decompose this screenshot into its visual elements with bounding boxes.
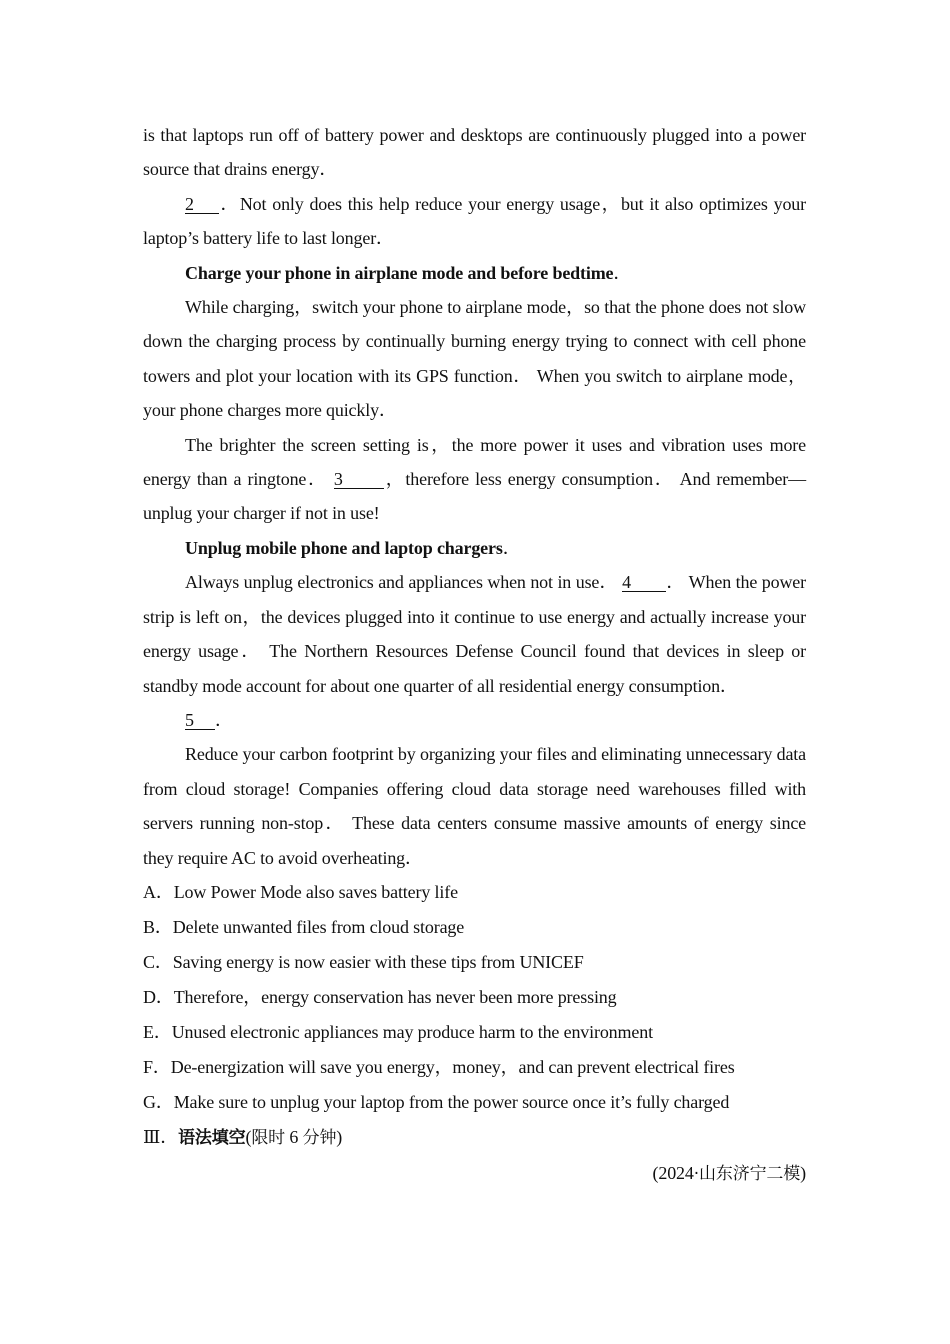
option-letter: E． — [143, 1021, 172, 1042]
option-text: Low Power Mode also saves battery life — [173, 881, 458, 902]
heading-unplug-chargers-period: ． — [502, 537, 521, 558]
option-text: Unused electronic appliances may produce harm to the environment — [171, 1021, 653, 1042]
section-title: 语法填空 — [178, 1127, 246, 1148]
section-time-label: 限时 — [251, 1127, 286, 1148]
source-citation — [143, 1155, 806, 1192]
paragraph-brightness-text-a: The brighter the screen setting is，the more power it uses and vibration uses more energy than a ringtone． — [143, 434, 806, 490]
section-heading — [143, 1120, 806, 1155]
section-time-value: 6 — [285, 1126, 303, 1147]
document-page — [143, 118, 806, 1192]
heading-blank-5 — [143, 703, 806, 737]
option-c — [143, 945, 806, 980]
option-letter: C． — [143, 951, 173, 972]
option-text: De-energization will save you energy，money，and can prevent electrical fires — [170, 1056, 735, 1077]
blank-5: 5 — [185, 711, 215, 730]
option-letter: F． — [143, 1056, 171, 1077]
paragraph-unplug — [143, 565, 806, 703]
option-text: Make sure to unplug your laptop from the power source once it’s fully charged — [173, 1091, 730, 1112]
option-d — [143, 980, 806, 1015]
paragraph-continuation: is that laptops run off of battery power and desktops are continuously plugged into a power source that drains energy． — [143, 125, 806, 180]
paragraph-unplug-text-a: Always unplug electronics and appliances when not in use． — [185, 572, 623, 593]
source-dot: · — [693, 1163, 700, 1184]
section-number: Ⅲ． — [143, 1126, 179, 1147]
source-year: (2024 — [652, 1162, 694, 1183]
blank-4: 4 — [622, 573, 666, 592]
option-letter: D． — [143, 986, 174, 1007]
option-letter: G． — [143, 1091, 174, 1112]
blank-2: 2 — [185, 195, 219, 214]
paragraph-brightness-text-b: ，therefore less energy consumption． And remember—unplug your charger if not in use! — [143, 469, 806, 524]
option-a — [143, 875, 806, 910]
section-time-unit: 分钟 — [302, 1127, 337, 1148]
option-e — [143, 1015, 806, 1050]
option-text: Saving energy is now easier with these tips from UNICEF — [172, 951, 584, 972]
heading-unplug-chargers — [143, 531, 806, 565]
paragraph-unplug-text-b: ． When the power strip is left on，the devices plugged into it continue to use energy and actually increase your energy usage． The Northern Resources Defense Council found that devices in sleep or standby mode account for about one quarter of all residential energy consumption． — [143, 572, 806, 696]
option-b — [143, 910, 806, 945]
option-g — [143, 1085, 806, 1120]
option-f — [143, 1050, 806, 1085]
option-text: Therefore，energy conservation has never been more pressing — [173, 986, 617, 1007]
heading-airplane-mode-text: Charge your phone in airplane mode and before bedtime — [185, 262, 614, 283]
option-letter: B． — [143, 916, 173, 937]
option-text: Delete unwanted files from cloud storage — [172, 916, 465, 937]
section-time-open: ( — [245, 1126, 252, 1147]
heading-unplug-chargers-text: Unplug mobile phone and laptop chargers — [185, 537, 503, 558]
options-list — [143, 875, 806, 1120]
blank-3: 3 — [334, 470, 384, 489]
paragraph-airplane-mode: While charging，switch your phone to airplane mode，so that the phone does not slow down the charging process by continually burning energy trying to connect with cell phone towers and plot your location with its GPS function． When you switch to airplane mode，your phone charges more quickly． — [143, 297, 806, 421]
option-letter: A． — [143, 881, 174, 902]
blank-5-period: ． — [215, 709, 233, 730]
source-close: ) — [800, 1162, 806, 1183]
paragraph-blank-2 — [143, 187, 806, 256]
section-time-close: ) — [336, 1126, 343, 1147]
source-region: 山东济宁二模 — [699, 1163, 801, 1184]
heading-airplane-mode — [143, 256, 806, 290]
paragraph-brightness — [143, 428, 806, 531]
heading-airplane-mode-period: ． — [613, 262, 632, 283]
paragraph-blank-2-text: ．Not only does this help reduce your energy usage，but it also optimizes your laptop’s battery life to last longer． — [143, 193, 806, 249]
paragraph-cloud-storage: Reduce your carbon footprint by organizing your files and eliminating unnecessary data from cloud storage! Companies offering cloud data storage need warehouses filled with servers running non-stop． These data centers consume massive amounts of energy since they require AC to avoid overheating． — [143, 744, 806, 868]
